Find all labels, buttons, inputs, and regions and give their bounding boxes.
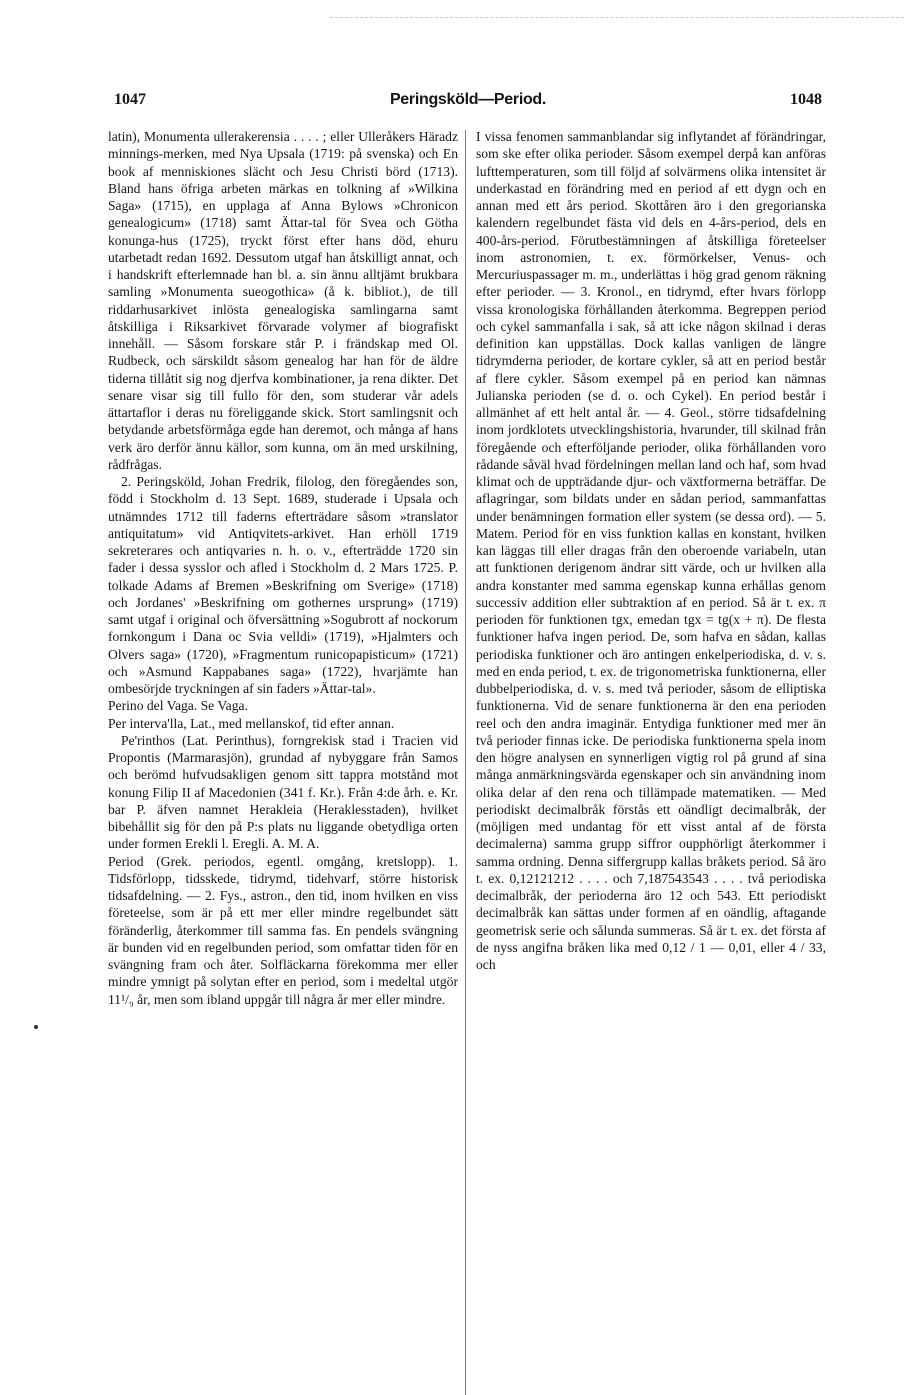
page-number-left: 1047 bbox=[114, 91, 146, 108]
left-column bbox=[108, 128, 458, 1008]
entry-per-intervalla: Per interva'lla, Lat., med mellanskof, tid efter annan. bbox=[108, 715, 395, 731]
page-number-right: 1048 bbox=[790, 91, 822, 108]
page-header bbox=[114, 91, 822, 117]
entry-peringskold-2: 2. Peringsköld, Johan Fredrik, filolog, den föregåendes son, född i Stockholm d. 13 Sept. 1689, studerade i Upsala och utnämndes 1712 till faderns efterträdare såsom »translator antiquitatum» vid Antiqvitets-arkivet. Han erhöll 1719 sekreterares och antiqvaries n. h. o. v., efterträdde 1720 sin fader i dessa sysslor och afled i Stockholm d. 2 Mars 1725. P. tolkade Adams af Bremen »Beskrifning om Sverige» (1718) och Jordanes' »Beskrifning om gothernes ursprung» (1719) samt utgaf i original och öfversättning »Sogubrott af nockorum fornkongum i Dana oc Svia velldi» (1719), »Hjalmters och Olvers saga» (1720), »Fragmentum runicopapisticum» (1721) och »Asmund Kappabanes saga» (1722), hvarjämte han ombesörjde tryckningen af sin faders »Ättar-tal». bbox=[108, 474, 458, 696]
scan-edge-line bbox=[330, 17, 904, 18]
margin-dot bbox=[34, 1025, 38, 1029]
running-head: Peringsköld—Period. bbox=[389, 91, 547, 108]
entry-period: Period (Grek. periodos, egentl. omgång, kretslopp). 1. Tidsförlopp, tidsskede, tidrymd, tidehvarf, större historisk tidsafdelning. — 2. Fys., astron., den tid, inom hvilken en viss företeelse, som är på ett mer eller mindre regelbundet sätt föränderlig, återkommer till samma fas. En pendels svängning är bunden vid en regelbunden period, som omfattar tiden för en svängning fram och åter. Solfläckarna förekomma mer eller mindre ymnigt på solytan efter en period, som i medeltal utgör 11¹/₉ år, men som ibland uppgår till några år mer eller mindre. bbox=[108, 853, 458, 1007]
right-column bbox=[476, 128, 826, 973]
entry-period-continued: I vissa fenomen sammanblandar sig inflytandet af förändringar, som ske efter olika perioder. Såsom exempel derpå kan anföras lufttemperaturen, som till följd af solvärmens olika intensitet är underkastad en förändring med en period af ett dygn och en annan med ett års period. Skottåren äro i den gregorianska kalendern regelbundet fästa vid dels en 4-års-period, dels en 400-års-period. Förutbestämningen af åtskilliga företeelser inom astronomien, t. ex. förmörkelser, Venus- och Mercuriuspassager m. m., underlättas i hög grad genom räkning efter perioder. — 3. Kronol., en tidrymd, efter hvars förlopp vissa kronologiska förhållanden återkomma. Begreppen period och cykel sammanfalla i sak, så att icke någon skilnad i deras definition kan uppställas. Dock kallas vanligen de längre tidrymderna perioder, de kortare cykler, så att en period består af flere cykler. Såsom exempel på en period kan nämnas Julianska perioden (se d. o. och Cykel). En period består i allmänhet af ett helt antal år. — 4. Geol., större tidsafdelning inom jordklotets utvecklingshistoria, hvarunder, till skilnad från föregående och efterföljande perioder, olika förhållanden voro rådande såväl hvad fördelningen mellan land och haf, som hvad klimat och de uppträdande djur- och växtformerna beträffar. De aflagringar, som bildats under en sådan period, sammanfattas under benämningen formation eller system (se dessa ord). — 5. Matem. Period för en viss funktion kallas en konstant, hvilken kan läggas till eller dragas från den oberoende variabeln, utan att funktionen derigenom ändrar sitt värde, och ur hvilken alla andra konstanter med samma egenskap kunna erhållas genom successiv addition eller subtraktion af en period. Så är t. ex. π perioden för funktionen tgx, emedan tgx = tg(x + π). De flesta funktioner hafva ingen period. De, som hafva en sådan, kallas periodiska funktioner och äro antingen enkelperiodiska, d. v. s. med en enda period, t. ex. de trigonometriska funktionerna, eller dubbelperiodiska, d. v. s. med två perioder, såsom de elliptiska funktionerna. Vid de senare funktionerna är den ena perioden reel och den andra imaginär. Entydiga funktioner med mer än två perioder finnas icke. De periodiska funktionerna spela inom den högre analysen en synnerligen vigtig rol på grund af sina många anmärkningsvärda egenskaper och sin användning inom olika delar af den rena och tillämpade matematiken. — Med periodiskt decimalbråk förstås ett oändligt decimalbråk, der (möjligen med undantag för ett visst antal af de första decimalerna) samma grupp siffror oupphörligt återkommer i samma ordning. Denna siffergrupp kallas bråkets period. Så äro t. ex. 0,12121212 . . . . och 7,187543543 . . . . två periodiska decimalbråk, der perioderna äro 12 och 543. Ett periodiskt decimalbråk kan sättas under formen af en oändlig, aftagande geometrisk serie och sålunda summeras. Så är t. ex. det första af de nyss angifna bråken lika med 0,12 / 1 — 0,01, eller 4 / 33, och bbox=[476, 129, 826, 972]
entry-perino-del-vaga: Perino del Vaga. Se Vaga. bbox=[108, 698, 248, 714]
paragraph-monumenta: latin), Monumenta ullerakerensia . . . . ; eller Ulleråkers Häradz minnings-merken, med Nya Upsala (1719: på svenska) och En book af menniskiones slächt och Jesu Christi börd (1713). Bland hans öfriga arbeten märkas en tolkning af »Wilkina Saga» (1715), en upplaga af Anna Bylows »Chronicon genealogicum» (1718) samt Ättar-tal för Svea och Götha konunga-hus (1725), tryckt först efter hans död, ehuru utarbetadt redan 1692. Dessutom utgaf han åtskilligt annat, och i handskrift efterlemnade han bl. a. sin ännu alltjämt brukbara samling »Monumenta sueogothica» (å k. bibliot.), de till riddarhusarkivet inlösta genealogiska samlingarna samt åtskilliga i Riksarkivet förvarade volymer af biografiskt innehåll. — Såsom forskare står P. i frändskap med Ol. Rudbeck, och särskildt såsom genealog har han för de äldre tiderna tillåtit sig nog djerfva kombinationer, ja rena dikter. Det senare visar sig till fullo för den, som studerar vår adels ättartaflor i deras nu föreliggande skick. Stort samlingsnit och betydande arbetsförmåga egde han deremot, och många af hans verk äro derför ännu källor, som kunna, om än med urskilning, rådfrågas. bbox=[108, 129, 458, 472]
column-rule bbox=[465, 130, 466, 1395]
entry-perinthos: Pe'rinthos (Lat. Perinthus), forngrekisk stad i Tracien vid Propontis (Marmarasjön), grundad af nybyggare från Samos och berömd hufvudsakligen genom sitt tappra motstånd mot konung Filip II af Macedonien (341 f. Kr.). Från 4:de årh. e. Kr. bar P. äfven namnet Herakleia (Heraklesstaden), hvilket bibehållit sig för den på P:s plats nu liggande obetydliga orten under formen Erekli l. Eregli. A. M. A. bbox=[108, 732, 458, 852]
